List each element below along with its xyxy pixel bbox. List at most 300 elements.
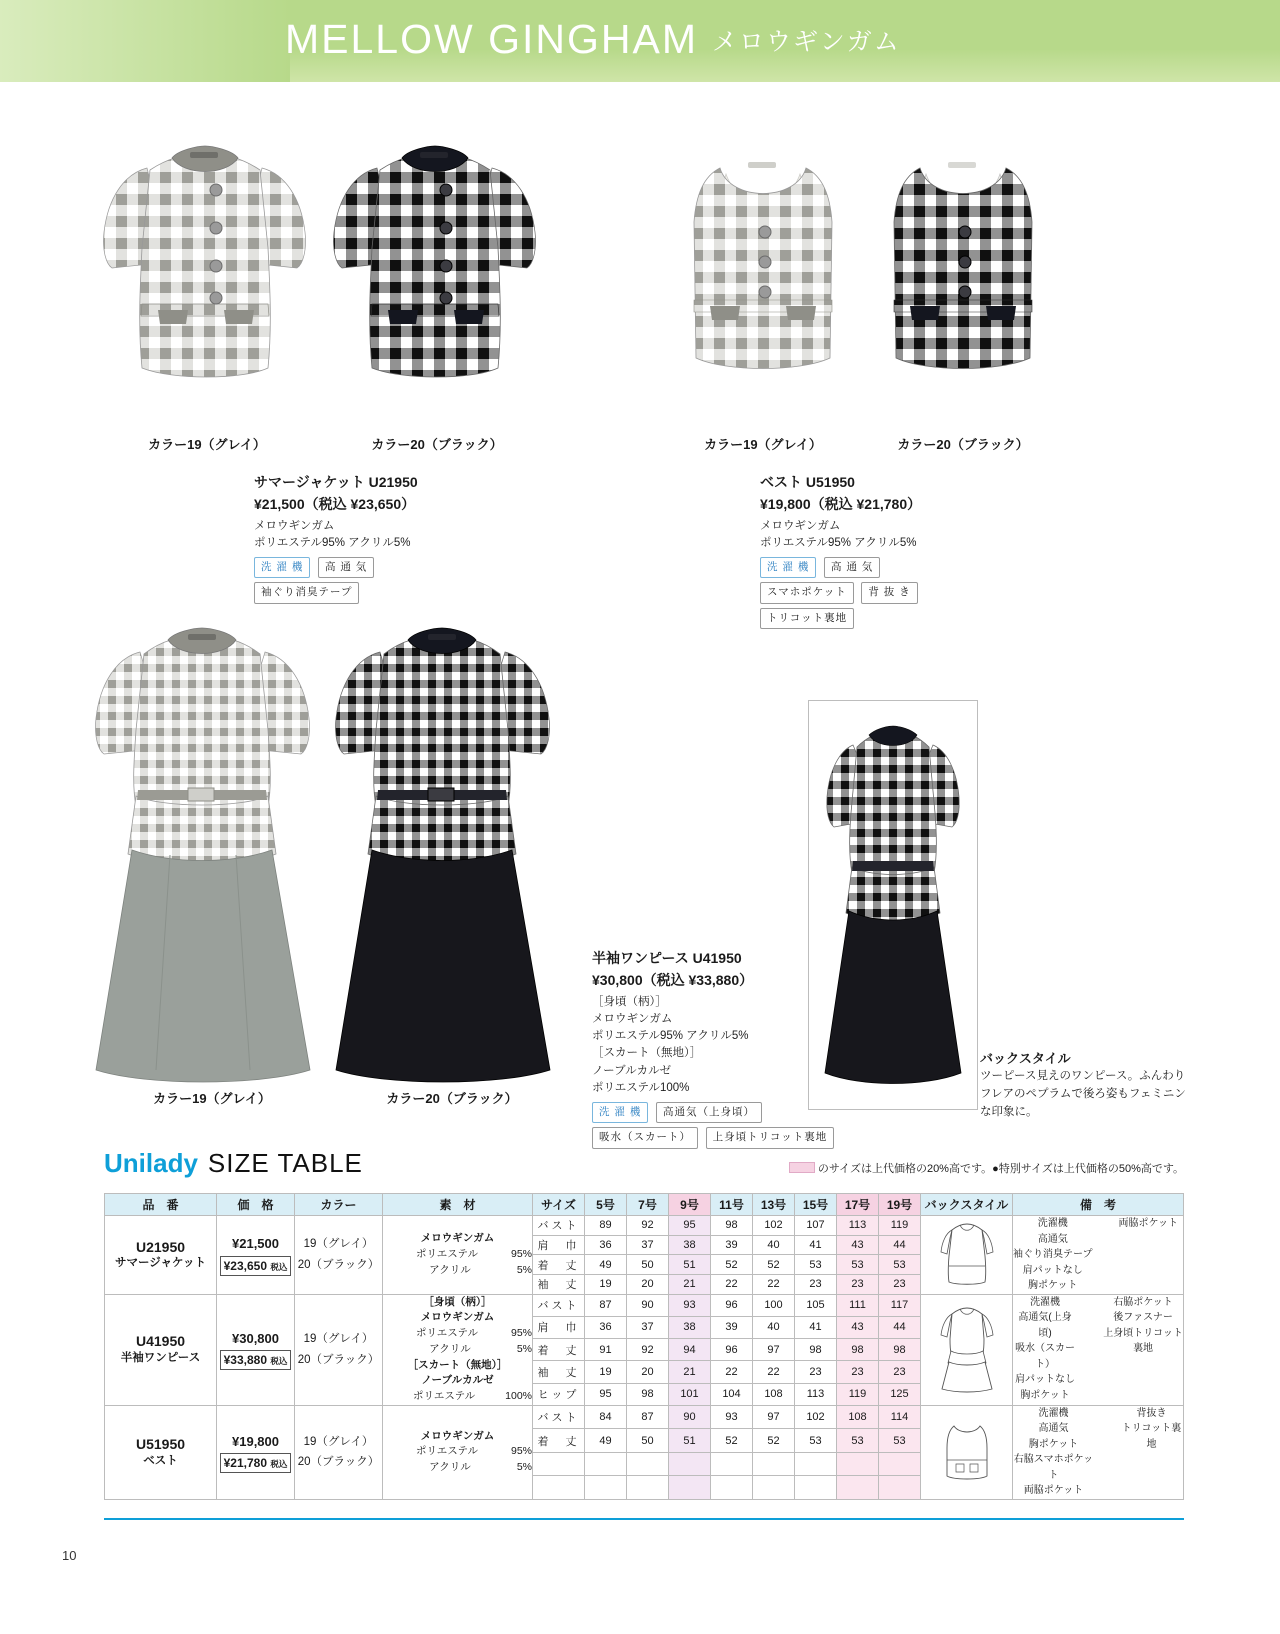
- remark-line: 両脇ポケット: [1023, 1485, 1084, 1497]
- measure-value: [753, 1452, 795, 1476]
- th-size-19: 19号: [879, 1194, 921, 1216]
- measure-value: 119: [879, 1216, 921, 1236]
- th-size-7: 7号: [627, 1194, 669, 1216]
- caption-vest-black: [868, 434, 1058, 453]
- code-subtext: ベスト: [143, 1454, 178, 1467]
- feature-tag-unlined-back: 背 抜 き: [861, 582, 917, 603]
- remark-line: 洗濯機: [1030, 1296, 1061, 1308]
- material-name: ポリエステル: [415, 1247, 479, 1260]
- caption-jacket-black: [342, 434, 532, 453]
- note-special: ●特別サイズは上代価格の50%高です。: [992, 1163, 1184, 1175]
- remark-line: 高通気: [1038, 1423, 1069, 1435]
- measure-value: [711, 1452, 753, 1476]
- caption-text: カラー20（ブラック）: [386, 1091, 518, 1106]
- material-name: ノーブルカルゼ: [421, 1374, 494, 1387]
- feature-tag-smartphone-pocket: スマホポケット: [760, 582, 854, 603]
- measure-value: [879, 1476, 921, 1500]
- measure-label: 着 丈: [533, 1429, 585, 1453]
- measure-label: 肩 巾: [533, 1316, 585, 1338]
- feature-tag-absorbent-skirt: 吸水（スカート）: [592, 1127, 698, 1148]
- measure-value: 91: [585, 1339, 627, 1361]
- code-subtext: サマージャケット: [115, 1257, 206, 1270]
- color-option: 19（グレイ）: [303, 1238, 374, 1251]
- measure-value: [795, 1452, 837, 1476]
- measure-value: 90: [669, 1405, 711, 1429]
- page-title-en: MELLOW GINGHAM: [285, 16, 698, 62]
- caption-text: カラー20（ブラック）: [371, 437, 503, 452]
- remark-line: 胸ポケット: [1028, 1280, 1078, 1291]
- caption-text: カラー19（グレイ）: [148, 437, 266, 452]
- product-image-vest-black: [848, 140, 1078, 430]
- measure-value: 98: [879, 1339, 921, 1361]
- measure-value: 87: [627, 1405, 669, 1429]
- remark-line: 吸水（スカート）: [1015, 1343, 1076, 1370]
- remark-line: 肩パットなし: [1022, 1264, 1083, 1276]
- product-price: ¥19,800（税込 ¥21,780）: [760, 496, 922, 513]
- measure-value: 41: [795, 1316, 837, 1338]
- measure-value: 96: [711, 1294, 753, 1316]
- code-text: U41950: [135, 1333, 186, 1350]
- remark-line: 右脇スマホポケット: [1013, 1454, 1094, 1481]
- backstyle-image-box: [808, 700, 978, 1110]
- th-color: カラー: [295, 1194, 383, 1216]
- remark-line: 袖ぐり消臭テープ: [1013, 1249, 1093, 1260]
- measure-value: 19: [585, 1274, 627, 1294]
- page-title: [285, 16, 901, 63]
- measure-value: 22: [753, 1274, 795, 1294]
- remark-line: 洗濯機: [1038, 1407, 1069, 1419]
- measure-value: 22: [711, 1361, 753, 1383]
- th-price: 価 格: [217, 1194, 295, 1216]
- product-material-line: メロウギンガム: [254, 519, 335, 532]
- table-row: [105, 1294, 1184, 1316]
- measure-value: 53: [837, 1255, 879, 1275]
- page-number: 10: [62, 1548, 77, 1563]
- measure-label: バスト: [533, 1294, 585, 1316]
- th-size: サイズ: [533, 1194, 585, 1216]
- measure-value: 125: [879, 1383, 921, 1405]
- product-material-line: ポリエステル95% アクリル5%: [254, 536, 411, 549]
- measure-value: 49: [585, 1429, 627, 1453]
- measure-value: 53: [837, 1429, 879, 1453]
- material-name: アクリル: [429, 1263, 471, 1276]
- measure-value: 37: [627, 1316, 669, 1338]
- th-size-11: 11号: [711, 1194, 753, 1216]
- material-name: ポリエステル: [413, 1390, 476, 1402]
- caption-vest-grey: [668, 434, 858, 453]
- material-name: ［身頃（柄）］: [423, 1295, 492, 1308]
- th-size-17: 17号: [837, 1194, 879, 1216]
- measure-value: 102: [753, 1216, 795, 1236]
- backstyle-thumb-jacket: [934, 1216, 1000, 1290]
- material-name: メロウギンガム: [420, 1429, 495, 1442]
- measure-value: 97: [753, 1405, 795, 1429]
- measure-value: 43: [837, 1316, 879, 1338]
- cell-material: [383, 1294, 533, 1405]
- material-name: メロウギンガム: [420, 1311, 495, 1324]
- measure-value: [669, 1452, 711, 1476]
- measure-value: 19: [585, 1361, 627, 1383]
- th-remarks: 備 考: [1013, 1194, 1184, 1216]
- cell-remarks: [1013, 1405, 1184, 1499]
- measure-value: [879, 1452, 921, 1476]
- price-main: ¥19,800: [232, 1433, 279, 1449]
- measure-value: 38: [669, 1235, 711, 1255]
- measure-value: 50: [627, 1429, 669, 1453]
- cell-code: [105, 1405, 217, 1499]
- price-tax-value: ¥23,650: [223, 1258, 268, 1273]
- measure-value: 52: [753, 1429, 795, 1453]
- measure-value: 92: [627, 1216, 669, 1236]
- measure-value: [669, 1476, 711, 1500]
- cell-material: [383, 1405, 533, 1499]
- remarks-right: [1103, 1295, 1183, 1404]
- price-tax: [220, 1350, 292, 1370]
- feature-tag-tricot-lining-top: 上身頃トリコット裏地: [706, 1127, 835, 1148]
- measure-value: 98: [711, 1216, 753, 1236]
- price-main: ¥21,500: [232, 1236, 279, 1251]
- remark-line: 背抜き: [1136, 1407, 1167, 1419]
- measure-label: [533, 1452, 585, 1476]
- measure-value: 107: [795, 1216, 837, 1236]
- measure-value: 95: [669, 1216, 711, 1236]
- measure-value: 40: [753, 1316, 795, 1338]
- feature-tag-tricot-lining: トリコット裏地: [760, 608, 854, 629]
- cell-backstyle: [921, 1216, 1013, 1295]
- cell-colors: [295, 1216, 383, 1295]
- remark-line: 高通気(上身頃): [1018, 1312, 1072, 1339]
- price-tax: [220, 1453, 292, 1473]
- remark-line: 胸ポケット: [1020, 1389, 1070, 1401]
- material-name: ポリエステル: [415, 1445, 479, 1458]
- color-option: 20（ブラック）: [297, 1456, 380, 1469]
- measure-value: 50: [627, 1255, 669, 1275]
- measure-label: 着 丈: [533, 1339, 585, 1361]
- cell-colors: [295, 1294, 383, 1405]
- cell-remarks: [1013, 1294, 1184, 1405]
- caption-jacket-grey: [112, 434, 302, 453]
- product-info-jacket: [254, 472, 514, 608]
- measure-value: 53: [795, 1429, 837, 1453]
- measure-value: 87: [585, 1294, 627, 1316]
- measure-value: 23: [879, 1361, 921, 1383]
- caption-onepiece-grey: [112, 1088, 312, 1107]
- th-code: 品 番: [105, 1194, 217, 1216]
- material-pct: 95%: [510, 1445, 532, 1458]
- measure-value: 104: [711, 1383, 753, 1405]
- pink-swatch: [789, 1162, 815, 1173]
- measure-value: 113: [795, 1383, 837, 1405]
- material-line: [383, 1389, 532, 1405]
- remark-line: 洗濯機: [1037, 1218, 1068, 1229]
- product-material-line: ［身頃（柄）］: [592, 995, 667, 1008]
- note-pink: のサイズは上代価格の20%高です。: [817, 1163, 993, 1175]
- measure-value: 52: [711, 1429, 753, 1453]
- price-tax-label: 税込: [270, 1459, 288, 1469]
- product-name: 半袖ワンピース U41950: [592, 950, 742, 966]
- measure-value: 108: [837, 1405, 879, 1429]
- remark-line: 右脇ポケット: [1113, 1296, 1173, 1308]
- remarks-left: [1013, 1406, 1094, 1499]
- measure-value: 36: [585, 1235, 627, 1255]
- measure-value: 21: [669, 1274, 711, 1294]
- feature-tag-breathable: 高 通 気: [318, 557, 374, 578]
- measure-value: 51: [669, 1429, 711, 1453]
- measure-value: [627, 1452, 669, 1476]
- measure-value: 95: [585, 1383, 627, 1405]
- caption-text: カラー19（グレイ）: [153, 1091, 271, 1106]
- remark-line: 両脇ポケット: [1118, 1218, 1178, 1229]
- measure-value: 111: [837, 1294, 879, 1316]
- measure-value: [753, 1476, 795, 1500]
- backstyle-title: バックスタイル: [980, 1051, 1071, 1066]
- measure-value: 23: [879, 1274, 921, 1294]
- product-image-jacket-black: [302, 128, 572, 428]
- backstyle-image: [809, 701, 977, 1109]
- material-name: アクリル: [429, 1461, 471, 1474]
- measure-value: 23: [795, 1361, 837, 1383]
- product-material-line: ノーブルカルゼ: [592, 1064, 672, 1077]
- feature-tag-washing: 洗 濯 機: [592, 1102, 648, 1123]
- remark-line: 高通気: [1037, 1233, 1068, 1245]
- size-table-notes: [789, 1160, 1184, 1176]
- feature-tag-washing: 洗 濯 機: [254, 557, 310, 578]
- measure-value: 22: [753, 1361, 795, 1383]
- color-option: 19（グレイ）: [303, 1332, 374, 1345]
- measure-value: 113: [837, 1216, 879, 1236]
- size-table: [104, 1193, 1184, 1500]
- measure-value: 117: [879, 1294, 921, 1316]
- measure-value: 101: [669, 1383, 711, 1405]
- material-pct: 5%: [516, 1263, 532, 1276]
- material-name: アクリル: [429, 1342, 471, 1355]
- cell-code: [105, 1216, 217, 1295]
- cell-code: [105, 1294, 217, 1405]
- product-material-line: ポリエステル95% アクリル5%: [760, 536, 917, 549]
- measure-value: 119: [837, 1383, 879, 1405]
- product-image-onepiece-black: [300, 600, 600, 1120]
- product-material-line: ［スカート（無地）］: [592, 1047, 702, 1060]
- remark-line: トリコット裏地: [1121, 1423, 1182, 1450]
- code-text: U21950: [135, 1238, 186, 1255]
- measure-value: [837, 1476, 879, 1500]
- feature-tag-breathable-top: 高通気（上身頃）: [656, 1102, 762, 1123]
- page-title-jp: メロウギンガム: [711, 28, 901, 56]
- measure-value: 40: [753, 1235, 795, 1255]
- th-size-13: 13号: [753, 1194, 795, 1216]
- measure-value: 39: [711, 1235, 753, 1255]
- measure-value: 89: [585, 1216, 627, 1236]
- material-pct: 5%: [516, 1461, 532, 1474]
- measure-label: ヒップ: [533, 1383, 585, 1405]
- product-name: サマージャケット U21950: [254, 474, 418, 490]
- remark-line: 後ファスナー: [1113, 1312, 1173, 1323]
- measure-label: バスト: [533, 1405, 585, 1429]
- th-material: 素 材: [383, 1194, 533, 1216]
- product-material-line: ポリエステル95% アクリル5%: [592, 1030, 749, 1043]
- product-price: ¥21,500（税込 ¥23,650）: [254, 496, 416, 513]
- th-size-9: 9号: [669, 1194, 711, 1216]
- measure-value: 97: [753, 1339, 795, 1361]
- measure-value: 23: [795, 1274, 837, 1294]
- measure-label: 肩 巾: [533, 1235, 585, 1255]
- code-subtext: 半袖ワンピース: [120, 1352, 201, 1365]
- caption-onepiece-black: [352, 1088, 552, 1107]
- material-pct: 5%: [516, 1342, 532, 1355]
- measure-value: 53: [795, 1255, 837, 1275]
- product-name: ベスト U51950: [760, 474, 855, 490]
- cell-backstyle: [921, 1405, 1013, 1499]
- remark-line: 肩パットなし: [1015, 1374, 1076, 1385]
- brand-name: Unilady: [104, 1148, 198, 1178]
- feature-tag-breathable: 高 通 気: [824, 557, 880, 578]
- product-tags: [760, 557, 1040, 633]
- measure-value: 43: [837, 1235, 879, 1255]
- cell-colors: [295, 1405, 383, 1499]
- size-table-title: SIZE TABLE: [207, 1148, 363, 1178]
- measure-value: 96: [711, 1339, 753, 1361]
- remarks-left: [1013, 1216, 1093, 1294]
- backstyle-description: ツーピース見えのワンピース。ふんわりフレアのペプラムで後ろ姿もフェミニンな印象に。: [980, 1070, 1186, 1118]
- measure-label: 着 丈: [533, 1255, 585, 1275]
- measure-value: 105: [795, 1294, 837, 1316]
- th-size-5: 5号: [585, 1194, 627, 1216]
- measure-value: 108: [753, 1383, 795, 1405]
- remarks-left: [1013, 1295, 1077, 1404]
- material-line: [383, 1326, 532, 1342]
- measure-value: 22: [711, 1274, 753, 1294]
- measure-value: 23: [837, 1274, 879, 1294]
- measure-value: 38: [669, 1316, 711, 1338]
- remark-line: 胸ポケット: [1028, 1438, 1079, 1450]
- measure-value: [627, 1476, 669, 1500]
- measure-value: 98: [837, 1339, 879, 1361]
- backstyle-thumb-onepiece: [934, 1301, 1000, 1395]
- backstyle-thumb-vest: [934, 1414, 1000, 1488]
- material-pct: 95%: [510, 1247, 532, 1260]
- cell-material: [383, 1216, 533, 1295]
- product-info-vest: [760, 472, 1040, 633]
- material-line: [383, 1460, 532, 1476]
- measure-value: 53: [879, 1255, 921, 1275]
- table-row: [105, 1216, 1184, 1236]
- measure-value: 23: [837, 1361, 879, 1383]
- color-option: 20（ブラック）: [297, 1258, 380, 1271]
- price-tax-label: 税込: [270, 1356, 288, 1367]
- material-name: ポリエステル: [415, 1327, 479, 1339]
- material-line: [383, 1342, 532, 1358]
- measure-value: 90: [627, 1294, 669, 1316]
- measure-value: 84: [585, 1405, 627, 1429]
- measure-value: [711, 1476, 753, 1500]
- measure-value: 52: [711, 1255, 753, 1275]
- measure-value: 21: [669, 1361, 711, 1383]
- price-main: ¥30,800: [232, 1330, 279, 1346]
- product-price: ¥30,800（税込 ¥33,880）: [592, 972, 754, 989]
- product-material-line: ポリエステル100%: [592, 1081, 690, 1094]
- color-option: 19（グレイ）: [303, 1435, 374, 1448]
- th-backstyle: バックスタイル: [921, 1194, 1013, 1216]
- cell-price: [217, 1405, 295, 1499]
- table-row: [105, 1405, 1184, 1429]
- size-table-header-row: [105, 1194, 1184, 1216]
- measure-value: [837, 1452, 879, 1476]
- cell-price: [217, 1216, 295, 1295]
- price-tax-value: ¥33,880: [223, 1353, 268, 1368]
- footer-rule: [104, 1518, 1184, 1520]
- price-tax-value: ¥21,780: [223, 1456, 268, 1470]
- measure-value: 100: [753, 1294, 795, 1316]
- measure-value: 98: [627, 1383, 669, 1405]
- measure-value: 93: [711, 1405, 753, 1429]
- measure-value: 98: [795, 1339, 837, 1361]
- measure-value: 93: [669, 1294, 711, 1316]
- measure-value: [795, 1476, 837, 1500]
- remarks-right: [1119, 1216, 1179, 1294]
- measure-label: 袖 丈: [533, 1274, 585, 1294]
- material-pct: 100%: [505, 1390, 532, 1402]
- measure-value: 36: [585, 1316, 627, 1338]
- feature-tag-washing: 洗 濯 機: [760, 557, 816, 578]
- material-name: メロウギンガム: [420, 1232, 495, 1245]
- size-table-section: [104, 1148, 1184, 1500]
- measure-value: 114: [879, 1405, 921, 1429]
- measure-value: 20: [627, 1274, 669, 1294]
- code-text: U51950: [135, 1436, 186, 1453]
- measure-value: 51: [669, 1255, 711, 1275]
- measure-value: [585, 1452, 627, 1476]
- product-image-vest-grey: [648, 140, 878, 430]
- measure-value: 44: [879, 1235, 921, 1255]
- measure-value: [585, 1476, 627, 1500]
- material-line: [383, 1263, 532, 1279]
- measure-label: バスト: [533, 1216, 585, 1236]
- material-line: [383, 1247, 532, 1263]
- measure-value: 52: [753, 1255, 795, 1275]
- measure-value: 41: [795, 1235, 837, 1255]
- measure-value: 37: [627, 1235, 669, 1255]
- material-pct: 95%: [510, 1327, 532, 1339]
- material-name: ［スカート（無地）］: [407, 1358, 508, 1371]
- price-tax: [220, 1256, 292, 1276]
- material-line: [383, 1444, 532, 1460]
- measure-value: 44: [879, 1316, 921, 1338]
- cell-remarks: [1013, 1216, 1184, 1295]
- cell-backstyle: [921, 1294, 1013, 1405]
- measure-value: 102: [795, 1405, 837, 1429]
- color-option: 20（ブラック）: [297, 1353, 380, 1366]
- measure-value: 53: [879, 1429, 921, 1453]
- remarks-right: [1120, 1406, 1183, 1499]
- th-size-15: 15号: [795, 1194, 837, 1216]
- measure-label: [533, 1476, 585, 1500]
- remark-line: 上身頃トリコット裏地: [1103, 1327, 1183, 1354]
- product-material-line: メロウギンガム: [760, 519, 841, 532]
- measure-label: 袖 丈: [533, 1361, 585, 1383]
- measure-value: 49: [585, 1255, 627, 1275]
- measure-value: 39: [711, 1316, 753, 1338]
- price-tax-label: 税込: [270, 1261, 288, 1272]
- feature-tag-deodorant-tape: 袖ぐり消臭テープ: [254, 582, 359, 603]
- measure-value: 20: [627, 1361, 669, 1383]
- measure-value: 92: [627, 1339, 669, 1361]
- caption-text: カラー20（ブラック）: [897, 437, 1029, 452]
- measure-value: 94: [669, 1339, 711, 1361]
- caption-text: カラー19（グレイ）: [704, 437, 822, 452]
- header-gradient: [0, 0, 290, 82]
- product-material-line: メロウギンガム: [592, 1012, 673, 1025]
- cell-price: [217, 1294, 295, 1405]
